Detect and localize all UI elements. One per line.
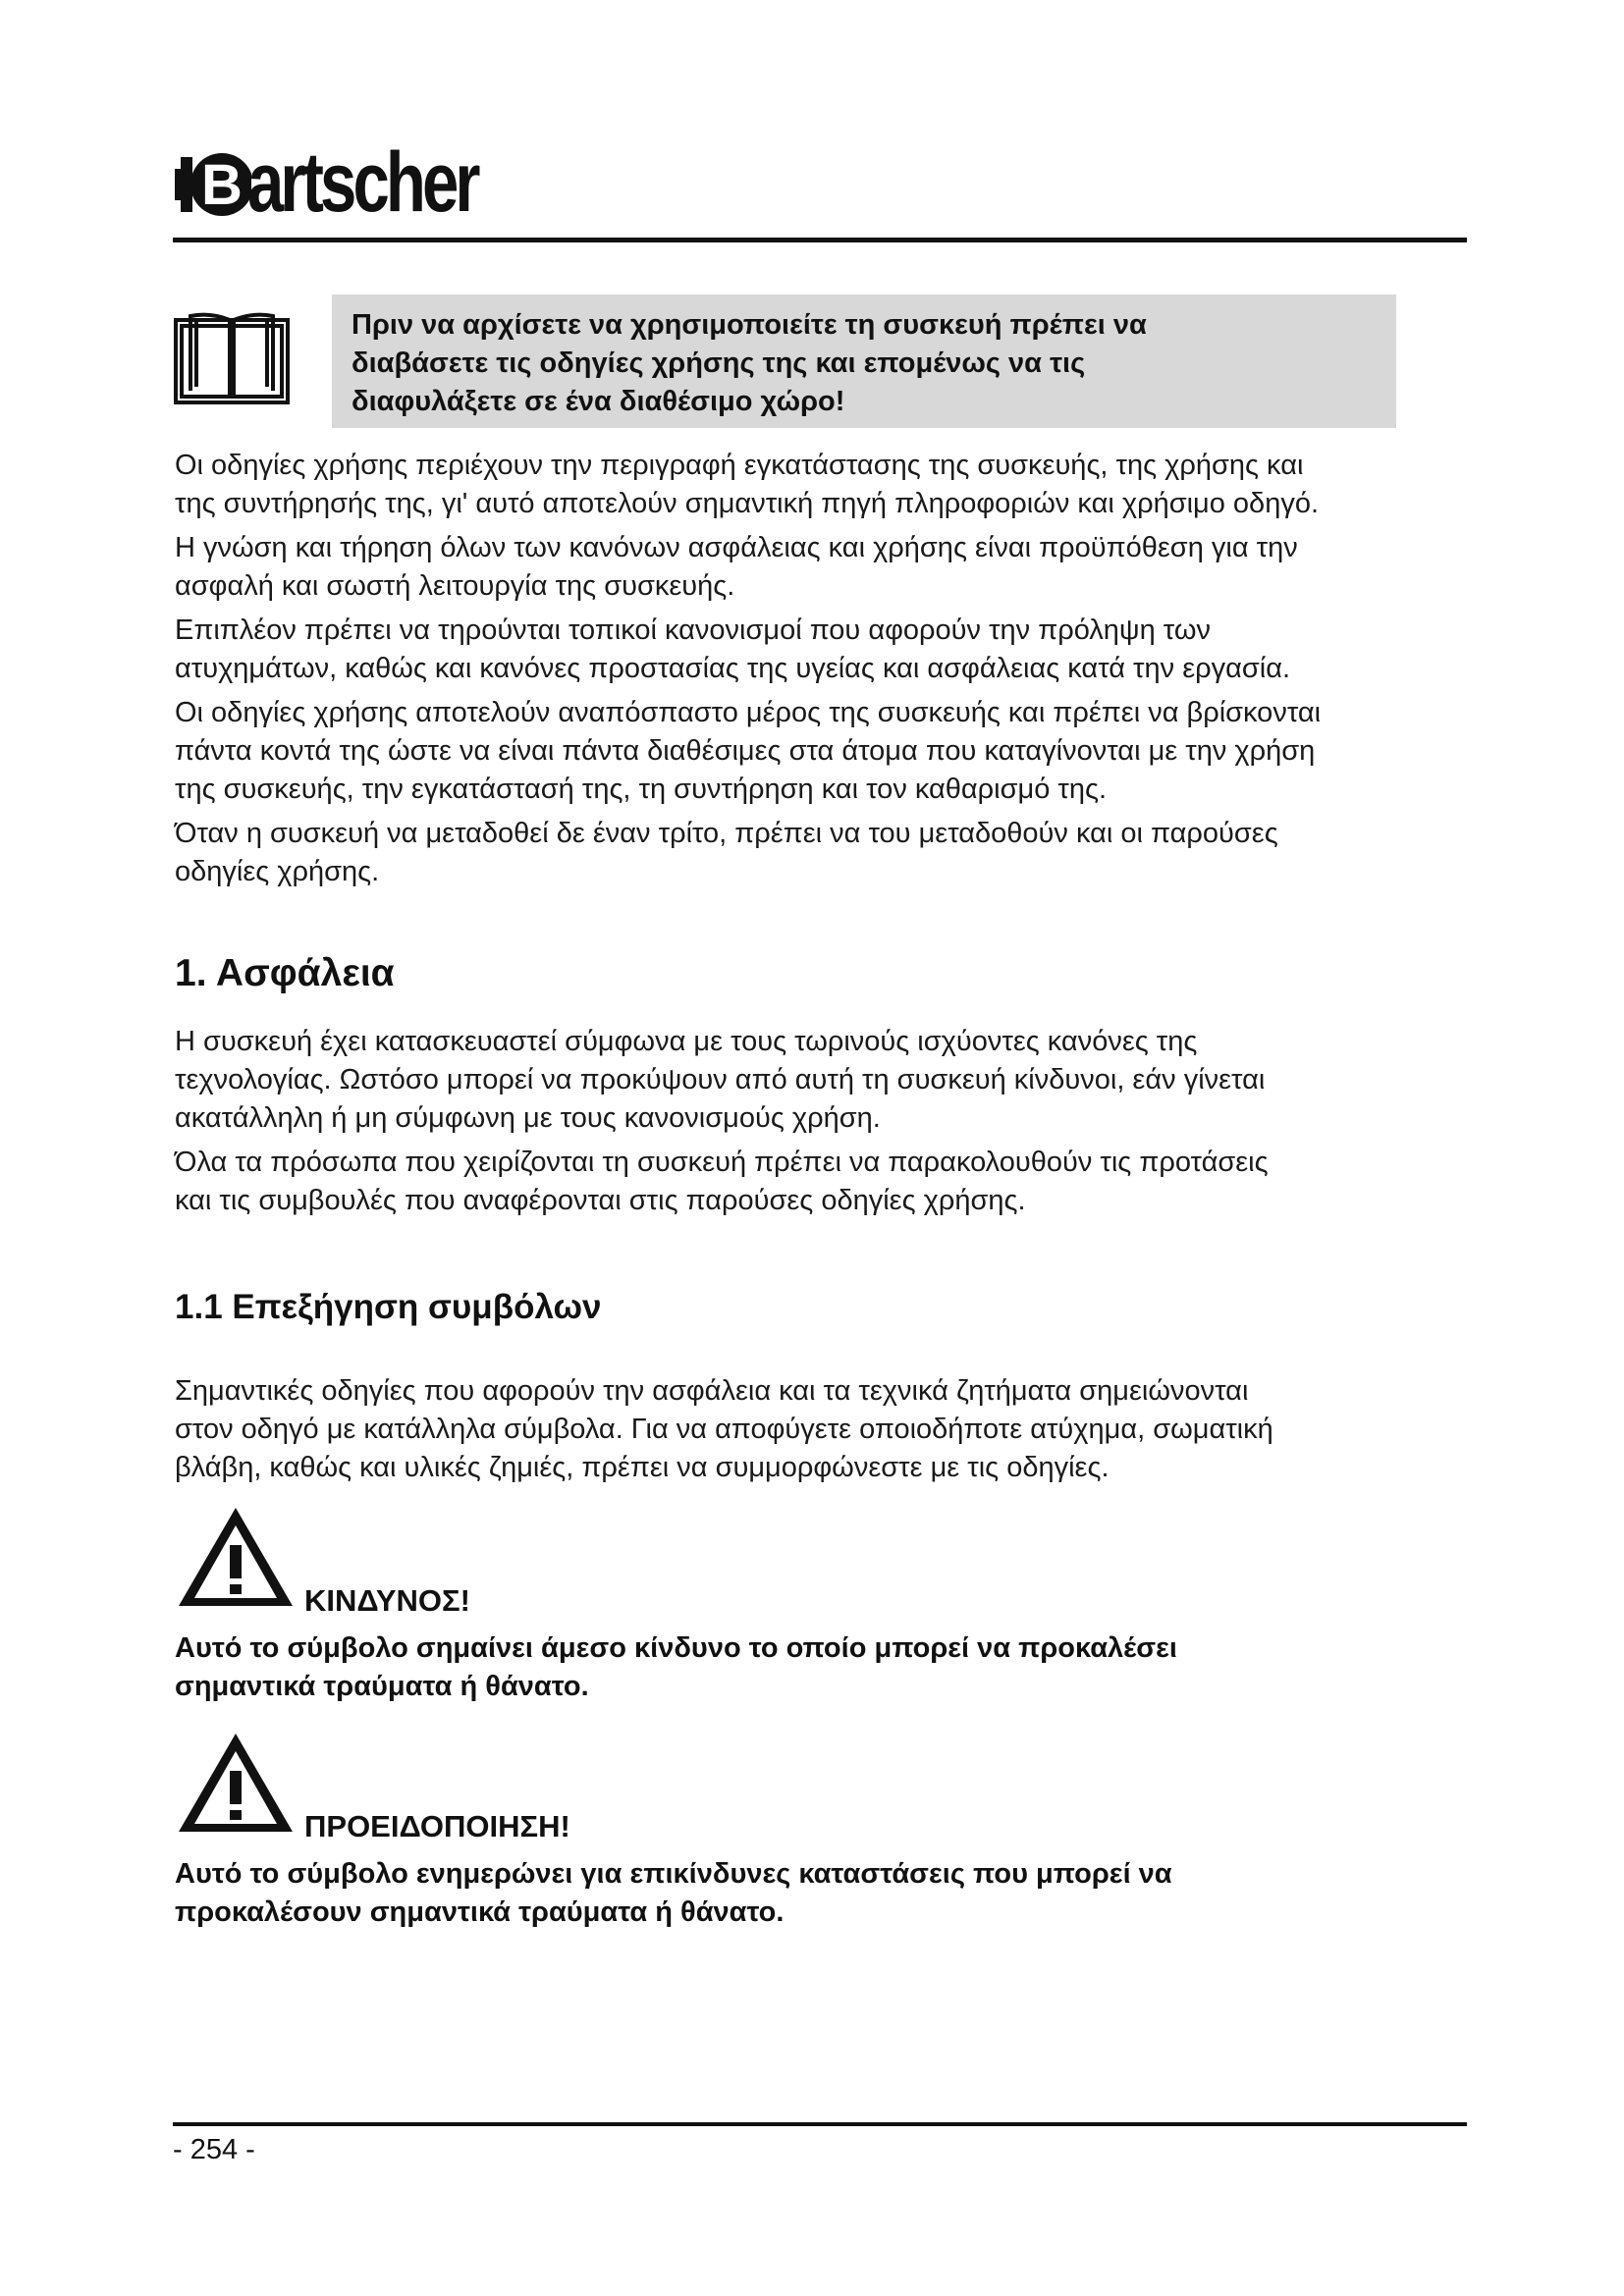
symbols-paragraph: Σημαντικές οδηγίες που αφορούν την ασφάλεια και τα τεχνικά ζητήματα σημειώνονται στον οδηγό με κατάλληλα σύμβολα. Για να αποφύγετε οποιοδήποτε ατύχημα, σωματική βλάβη, καθώς και υλικές ζημιές, πρέπει να συμμορφώνεστε με τις οδηγίες. [175,1375,1273,1483]
logo-letter: B [201,153,243,217]
page-number: - 254 - [173,2134,255,2165]
open-book-icon [173,310,291,406]
logo-text: artscher [247,135,477,230]
intro-paragraph: Επιπλέον πρέπει να τηρούνται τοπικοί κανονισμοί που αφορούν την πρόληψη των ατυχημάτων, καθώς και κανόνες προστασίας της υγείας και ασφάλειας κατά την εργασία. [175,614,1291,684]
safety-paragraph: Όλα τα πρόσωπα που χειρίζονται τη συσκευή πρέπει να παρακολουθούν τις προτάσεις και τις συμβουλές που αναφέρονται στις παρούσες οδηγίες χρήσης. [175,1147,1269,1216]
notice-line: Πριν να αρχίσετε να χρησιμοποιείτε τη συσκευή πρέπει να [352,309,1147,341]
warning-triangle-icon [175,1730,297,1838]
intro-paragraph: Οι οδηγίες χρήσης αποτελούν αναπόσπαστο μέρος της συσκευής και πρέπει να βρίσκονται πάντα κοντά της ώστε να είναι πάντα διαθέσιμες στα άτομα που καταγίνονται με την χρήση της συσκευής, την εγκατάστασή της, τη συντήρηση και τον καθαρισμό της. [175,697,1322,805]
notice-line: διαβάσετε τις οδηγίες χρήσης της και επομένως να τις [352,347,1086,379]
safety-text [175,1023,1530,1220]
section-title-symbols: 1.1 Επεξήγηση συμβόλων [175,1288,602,1326]
intro-paragraph: Όταν η συσκευή να μεταδοθεί δε έναν τρίτο, πρέπει να του μεταδοθούν και οι παρούσες οδηγίες χρήσης. [175,818,1278,887]
warning-description: Αυτό το σύμβολο ενημερώνει για επικίνδυνες καταστάσεις που μπορεί να προκαλέσουν σημαντικά τραύματα ή θάνατο. [175,1858,1172,1928]
section-title-safety: 1. Ασφάλεια [175,952,395,994]
header-divider [173,238,1467,242]
symbols-intro-text [175,1372,1530,1487]
warning-label: ΠΡΟΕΙΔΟΠΟΙΗΣΗ! [304,1809,570,1843]
danger-label: ΚΙΝΔΥΝΟΣ! [304,1583,470,1618]
warning-triangle-icon [175,1504,297,1612]
footer-divider [173,2122,1467,2126]
intro-paragraph: Η γνώση και τήρηση όλων των κανόνων ασφάλειας και χρήσης είναι προϋπόθεση για την ασφαλή και σωστή λειτουργία της συσκευής. [175,532,1298,602]
brand-logo [175,135,541,230]
danger-description: Αυτό το σύμβολο σημαίνει άμεσο κίνδυνο το οποίο μπορεί να προκαλέσει σημαντικά τραύματα ή θάνατο. [175,1632,1177,1702]
read-manual-notice [332,294,1396,428]
intro-text [175,447,1530,891]
bartscher-logo-mark-icon [175,135,251,230]
safety-paragraph: Η συσκευή έχει κατασκευαστεί σύμφωνα με τους τωρινούς ισχύοντες κανόνες της τεχνολογίας. Ωστόσο μπορεί να προκύψουν από αυτή τη συσκευή κίνδυνοι, εάν γίνεται ακατάλληλη ή μη σύμφωνη με τους κανονισμούς χρήση. [175,1026,1266,1134]
notice-line: διαφυλάξετε σε ένα διαθέσιμο χώρο! [352,386,845,417]
intro-paragraph: Οι οδηγίες χρήσης περιέχουν την περιγραφή εγκατάστασης της συσκευής, της χρήσης και της συντήρησής της, γι' αυτό αποτελούν σημαντική πηγή πληροφοριών και χρήσιμο οδηγό. [175,450,1320,519]
